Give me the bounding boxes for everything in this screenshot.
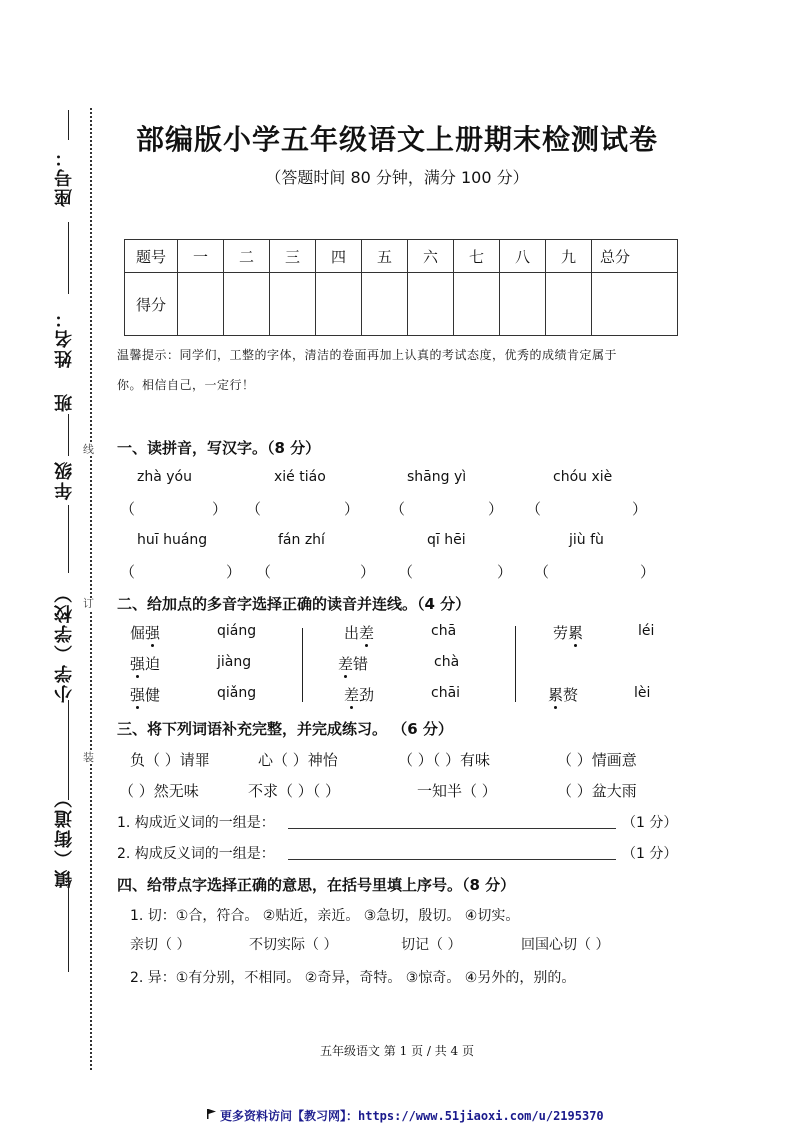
score-cell-total[interactable] (592, 273, 678, 336)
reading-3: qiǎng (217, 685, 257, 701)
antonym-answer-line[interactable] (288, 859, 616, 860)
cut-mark-line: 线 (83, 443, 94, 456)
group-separator (515, 626, 516, 702)
exam-subtitle: （答题时间 80 分钟，满分 100 分） (265, 168, 529, 187)
col-3: 三 (270, 240, 316, 273)
col-6: 六 (408, 240, 454, 273)
answer-paren-open: （ (120, 563, 136, 581)
section-4-title: 四、给带点字选择正确的意思，在括号里填上序号。（8 分） (117, 876, 516, 894)
word-8: 累赘 (548, 686, 579, 704)
word-5: 差错 (338, 655, 369, 673)
qie-word-1: 亲切（ ） (130, 937, 191, 953)
page-number: 五年级语文 第 1 页 / 共 4 页 (319, 1044, 474, 1058)
pinyin-8: jiù fù (569, 532, 604, 548)
reading-2: jiàng (217, 654, 252, 670)
reading-4: chā (431, 623, 457, 639)
col-2: 二 (224, 240, 270, 273)
score-cell[interactable] (362, 273, 408, 336)
idiom-2: 心（ ）神怡 (258, 751, 338, 769)
answer-paren-close: ） (226, 563, 242, 581)
name-underline (68, 222, 69, 294)
answer-paren-close: ） (488, 500, 504, 518)
pinyin-3: shāng yì (407, 469, 467, 485)
word-3: 强健 (130, 686, 161, 704)
flag-icon (207, 1109, 216, 1119)
score-cell[interactable] (224, 273, 270, 336)
reading-7: léi (638, 623, 655, 639)
answer-paren-close: ） (212, 500, 228, 518)
idiom-8: （ ）盆大雨 (557, 782, 637, 800)
seat-label: 座号： (54, 147, 75, 207)
idiom-4: （ ）情画意 (557, 751, 637, 769)
footer-resource-link[interactable]: 更多资料访问【教习网】：https://www.51jiaoxi.com/u/2195370 (220, 1109, 604, 1123)
row-label-number: 题号 (125, 240, 178, 273)
answer-paren-close: ） (632, 500, 648, 518)
binding-dotted-line (90, 108, 92, 1070)
section-3-title: 三、将下列词语补充完整，并完成练习。 （6 分） (117, 720, 453, 738)
col-5: 五 (362, 240, 408, 273)
section-1-title: 一、读拼音，写汉字。（8 分） (117, 439, 321, 457)
group-separator (302, 628, 303, 702)
col-4: 四 (316, 240, 362, 273)
idiom-7: 一知半（ ） (417, 782, 497, 800)
idiom-6: 不求（ ）（ ） (248, 782, 341, 800)
school-underline (68, 700, 69, 800)
answer-paren-open: （ (246, 500, 262, 518)
qie-word-2: 不切实际（ ） (249, 937, 338, 953)
reading-5: chà (434, 654, 460, 670)
pinyin-6: fán zhí (278, 532, 325, 548)
answer-paren-open: （ (256, 563, 272, 581)
score-cell[interactable] (178, 273, 224, 336)
qie-word-3: 切记（ ） (401, 937, 462, 953)
town-label: 镇（街道） (54, 788, 75, 888)
section-2-title: 二、给加点的多音字选择正确的读音并连线。（4 分） (117, 595, 471, 613)
answer-paren-open: （ (390, 500, 406, 518)
question-yi: 2. 异：①有分别，不相同。 ②奇异，奇特。 ③惊奇。 ④另外的，别的。 (130, 970, 576, 986)
question-qie: 1. 切：①合，符合。 ②贴近，亲近。 ③急切，殷切。 ④切实。 (130, 908, 520, 924)
reading-6: chāi (431, 685, 461, 701)
score-cell[interactable] (546, 273, 592, 336)
tip-line-2: 你。相信自己，一定行！ (117, 378, 255, 392)
answer-paren-close: ） (344, 500, 360, 518)
tip-line-1: 温馨提示：同学们，工整的字体，清洁的卷面再加上认真的考试态度，优秀的成绩肯定属于 (117, 348, 618, 362)
reading-8: lèi (634, 685, 651, 701)
pinyin-1: zhà yóu (137, 469, 192, 485)
idiom-5: （ ）然无味 (119, 782, 199, 800)
score-cell[interactable] (408, 273, 454, 336)
answer-paren-open: （ (120, 500, 136, 518)
synonym-answer-line[interactable] (288, 828, 616, 829)
row-label-score: 得分 (125, 273, 178, 336)
cut-mark-pack: 装 (83, 751, 94, 764)
grade-underline (68, 505, 69, 573)
word-6: 差劲 (344, 686, 375, 704)
score-table-score-row (125, 273, 678, 336)
class-label: 班 (54, 392, 75, 412)
col-total: 总分 (592, 240, 678, 273)
answer-paren-open: （ (398, 563, 414, 581)
antonym-score: （1 分） (622, 846, 678, 862)
answer-paren-close: ） (497, 563, 513, 581)
pinyin-4: chóu xiè (553, 469, 613, 485)
col-7: 七 (454, 240, 500, 273)
grade-label: 年级 (54, 460, 75, 500)
idiom-3: （ ）（ ）有味 (398, 751, 491, 769)
col-9: 九 (546, 240, 592, 273)
word-1: 倔强 (130, 624, 161, 642)
score-cell[interactable] (316, 273, 362, 336)
cut-mark-bind: 订 (83, 597, 94, 610)
word-7: 劳累 (553, 624, 584, 642)
answer-paren-open: （ (534, 563, 550, 581)
score-table-header-row (125, 240, 678, 273)
score-cell[interactable] (454, 273, 500, 336)
word-2: 强迫 (130, 655, 161, 673)
score-cell[interactable] (270, 273, 316, 336)
col-1: 一 (178, 240, 224, 273)
town-underline (68, 882, 69, 972)
word-4: 出差 (344, 624, 375, 642)
answer-paren-open: （ (526, 500, 542, 518)
class-underline (68, 414, 69, 456)
school-label: 小学（学校） (54, 583, 75, 703)
question-synonym: 1. 构成近义词的一组是： (117, 815, 275, 831)
question-antonym: 2. 构成反义词的一组是： (117, 846, 275, 862)
idiom-1: 负（ ）请罪 (130, 751, 210, 769)
score-table (124, 239, 678, 336)
pinyin-2: xié tiáo (274, 469, 326, 485)
answer-paren-close: ） (360, 563, 376, 581)
pinyin-7: qī hēi (427, 532, 466, 548)
reading-1: qiáng (217, 623, 257, 639)
name-label: 姓名： (54, 308, 75, 368)
synonym-score: （1 分） (622, 815, 678, 831)
score-cell[interactable] (500, 273, 546, 336)
col-8: 八 (500, 240, 546, 273)
qie-word-4: 回国心切（ ） (521, 937, 610, 953)
exam-title: 部编版小学五年级语文上册期末检测试卷 (135, 123, 658, 156)
answer-paren-close: ） (640, 563, 656, 581)
pinyin-5: huī huáng (137, 532, 208, 548)
